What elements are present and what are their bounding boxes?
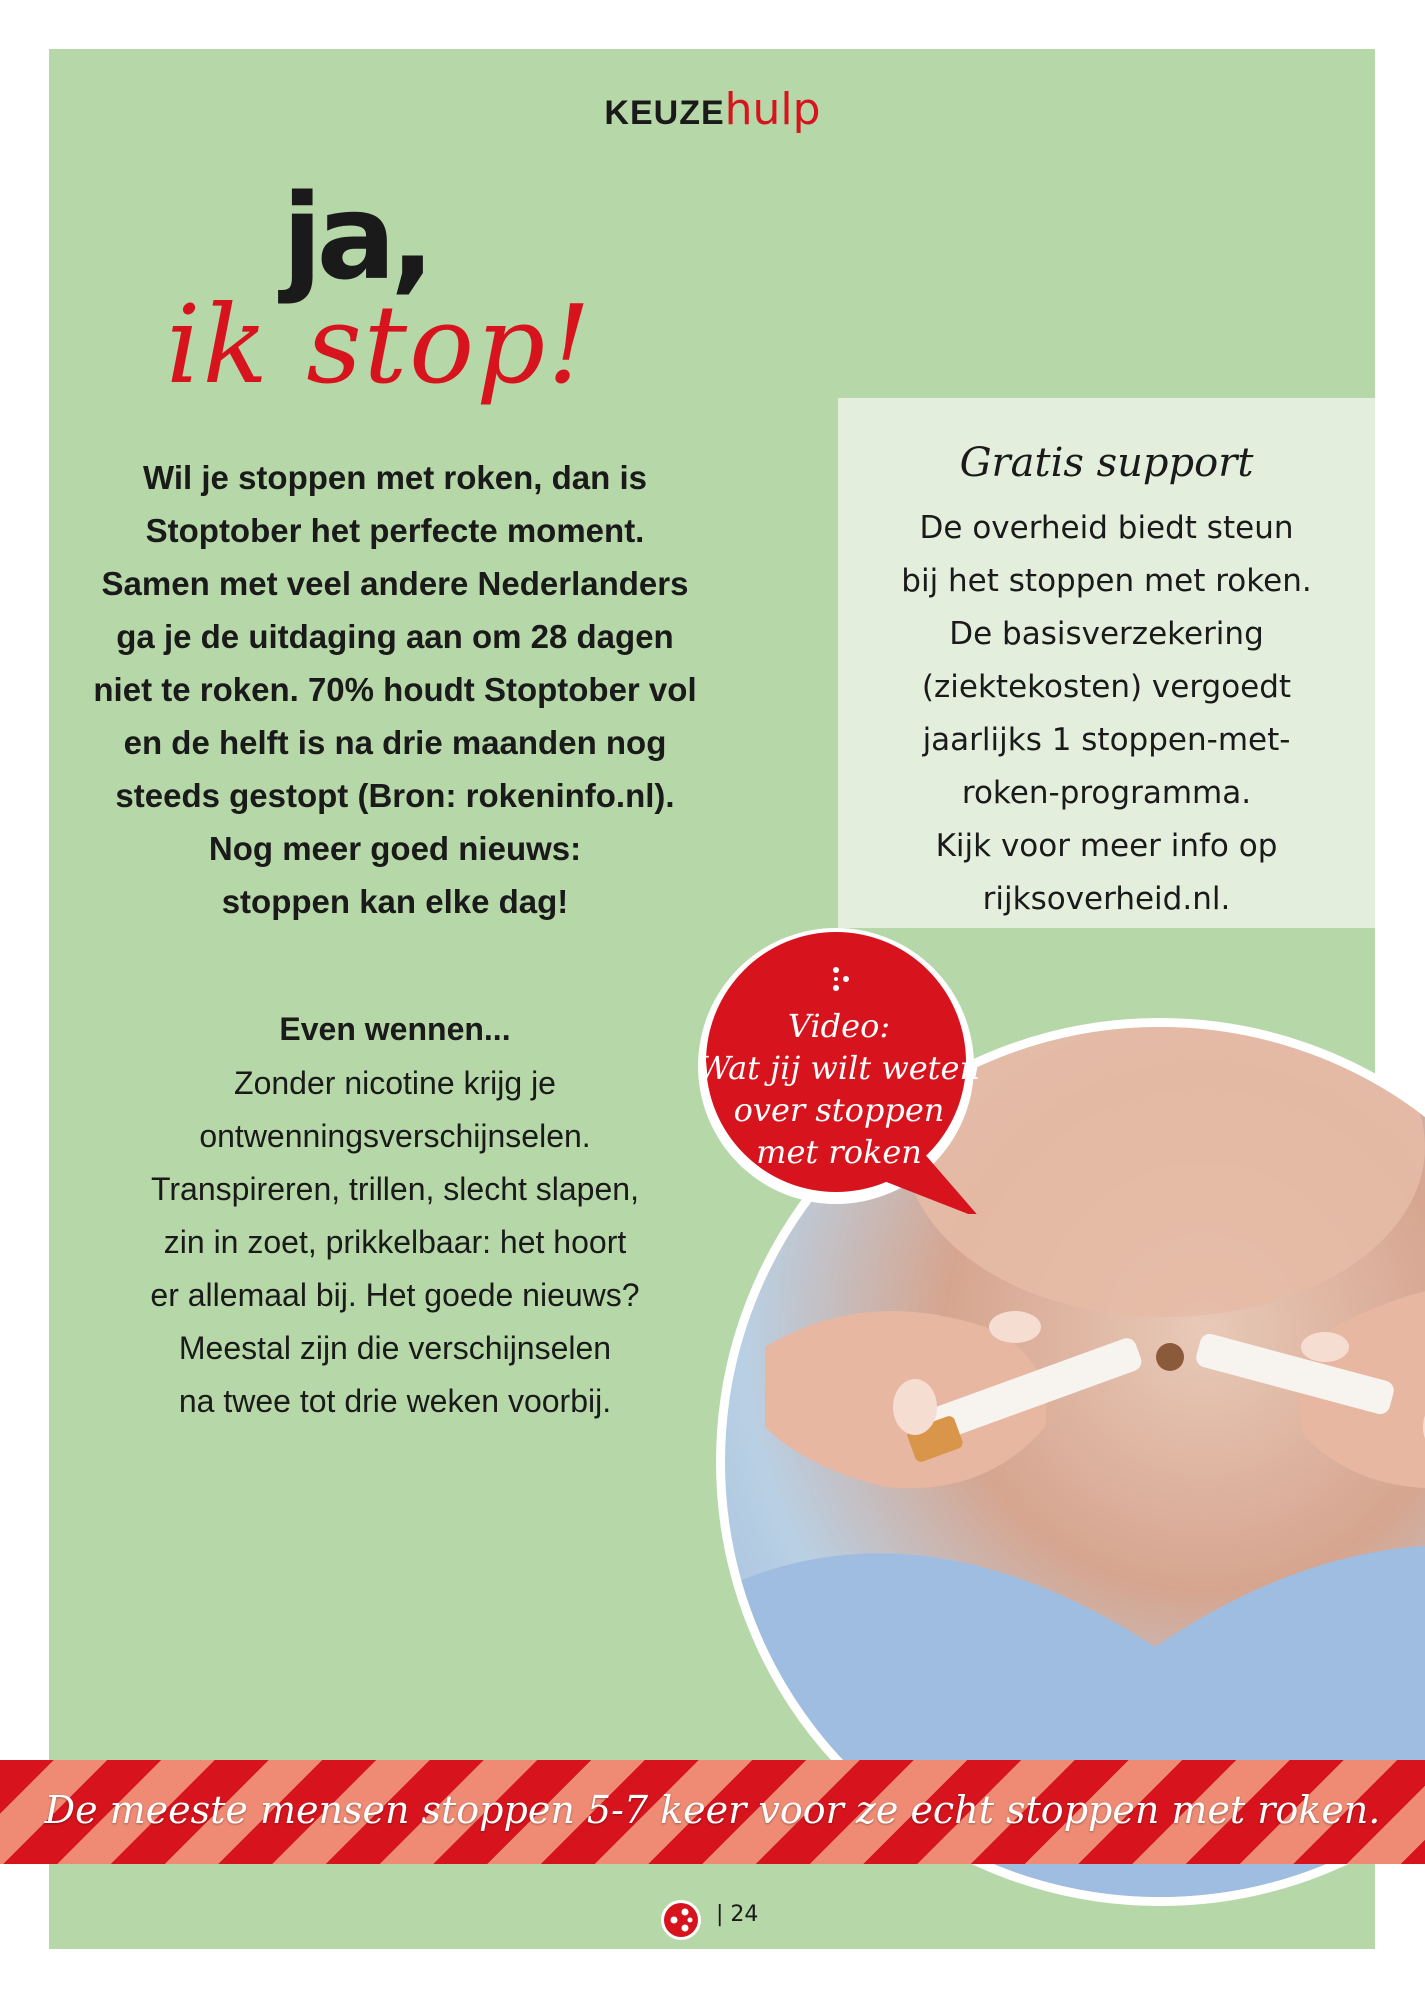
section-title-prefix: KEUZE xyxy=(604,94,725,132)
dots-circle-icon xyxy=(660,1899,702,1941)
video-line: Video: xyxy=(787,1007,891,1045)
intro-line: ga je de uitdaging aan om 28 dagen xyxy=(116,618,674,655)
wennen-line: Meestal zijn die verschijnselen xyxy=(178,1330,612,1366)
page-number-value: 24 xyxy=(730,1902,759,1927)
support-line: bij het stoppen met roken. xyxy=(901,563,1312,599)
intro-line: Nog meer goed nieuws: xyxy=(208,830,582,867)
wennen-title: Even wennen... xyxy=(279,1011,511,1047)
wennen-line: na twee tot drie weken voorbij. xyxy=(178,1383,612,1419)
support-line: (ziektekosten) vergoedt xyxy=(921,669,1292,705)
intro-line: Stoptober het perfecte moment. xyxy=(145,512,645,549)
support-line: Kijk voor meer info op xyxy=(935,828,1278,864)
wennen-line: Zonder nicotine krijg je xyxy=(234,1065,556,1101)
support-title: Gratis support xyxy=(959,440,1254,486)
video-line: Wat jij wilt weten xyxy=(697,1049,981,1087)
intro-line: niet te roken. 70% houdt Stoptober vol xyxy=(93,671,697,708)
dots-triangle-icon xyxy=(828,964,858,994)
intro-text xyxy=(75,451,715,928)
page-separator: | xyxy=(716,1902,724,1927)
headline-ik-stop: ik stop! xyxy=(166,283,593,408)
support-line: rijksoverheid.nl. xyxy=(982,881,1231,917)
wennen-body xyxy=(75,1057,715,1428)
wennen-line: er allemaal bij. Het goede nieuws? xyxy=(150,1277,640,1313)
wennen-line: Transpireren, trillen, slecht slapen, xyxy=(151,1171,639,1207)
intro-line: en de helft is na drie maanden nog xyxy=(123,724,667,761)
section-title xyxy=(0,84,1425,135)
video-line: met roken xyxy=(756,1133,922,1171)
intro-line: stoppen kan elke dag! xyxy=(221,883,569,920)
section-title-suffix: hulp xyxy=(724,84,821,135)
page-number xyxy=(716,1902,758,1927)
support-line: De overheid biedt steun xyxy=(919,510,1294,546)
video-line: over stoppen xyxy=(733,1091,945,1129)
video-text[interactable] xyxy=(680,1005,998,1173)
support-line: jaarlijks 1 stoppen-met- xyxy=(922,722,1291,758)
intro-line: Samen met veel andere Nederlanders xyxy=(101,565,689,602)
intro-line: steeds gestopt (Bron: rokeninfo.nl). xyxy=(115,777,675,814)
support-body xyxy=(858,502,1355,926)
support-line: De basisverzekering xyxy=(949,616,1264,652)
banner-text: De meeste mensen stoppen 5-7 keer voor ze echt stoppen met roken. xyxy=(44,1788,1381,1832)
support-line: roken-programma. xyxy=(961,775,1252,811)
intro-line: Wil je stoppen met roken, dan is xyxy=(143,459,647,496)
wennen-line: ontwenningsverschijnselen. xyxy=(199,1118,591,1154)
wennen-line: zin in zoet, prikkelbaar: het hoort xyxy=(163,1224,627,1260)
headline-ja: ja, xyxy=(282,168,429,306)
